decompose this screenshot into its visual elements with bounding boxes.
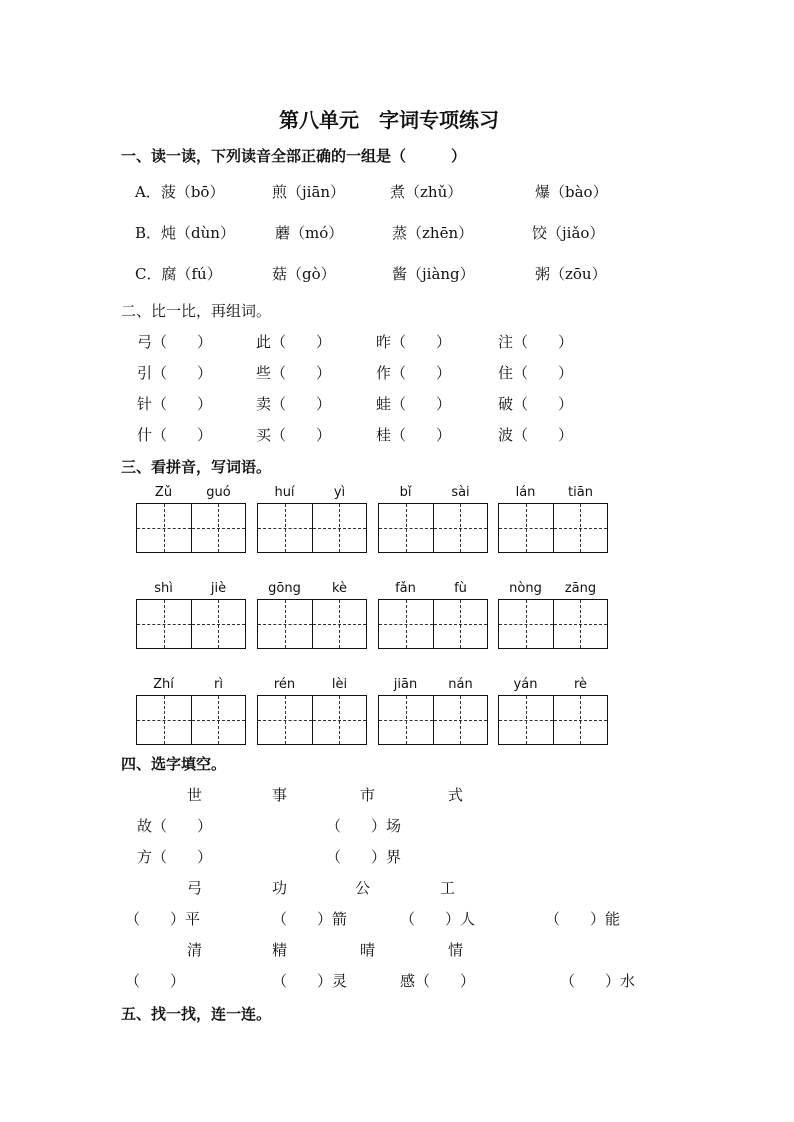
fill-blank: 感（ ） bbox=[400, 972, 476, 990]
fill-blank: （ ）能 bbox=[545, 910, 621, 928]
writing-grid[interactable] bbox=[257, 695, 367, 745]
choice-char: 精 bbox=[272, 941, 288, 959]
pinyin-label: yán bbox=[513, 677, 538, 692]
pinyin-label: rén bbox=[273, 677, 296, 692]
pinyin-label: bǐ bbox=[399, 485, 412, 500]
pinyin-label: guó bbox=[206, 485, 231, 500]
pinyin-label: nòng bbox=[509, 581, 542, 596]
pinyin-label: zāng bbox=[564, 581, 597, 596]
pinyin-label: kè bbox=[331, 581, 348, 596]
option-a-word-3: 煮（zhǔ） bbox=[390, 183, 463, 201]
fill-blank: （ ）箭 bbox=[272, 910, 348, 928]
compare-item: 买（ ） bbox=[256, 426, 332, 444]
option-c-word-1: C．腐（fú） bbox=[135, 265, 222, 283]
pinyin-label: yì bbox=[333, 485, 346, 500]
writing-grid[interactable] bbox=[378, 599, 488, 649]
compare-item: 针（ ） bbox=[137, 395, 213, 413]
fill-blank: （ ）平 bbox=[125, 910, 201, 928]
writing-grid[interactable] bbox=[498, 503, 608, 553]
option-c-word-3: 酱（jiàng） bbox=[392, 265, 475, 283]
option-b-word-4: 饺（jiǎo） bbox=[532, 224, 605, 242]
fill-blank: （ ）界 bbox=[326, 848, 402, 866]
writing-grid[interactable] bbox=[136, 695, 246, 745]
writing-grid[interactable] bbox=[498, 599, 608, 649]
writing-grid[interactable] bbox=[257, 599, 367, 649]
pinyin-label: gōng bbox=[268, 581, 301, 596]
option-a-word-2: 煎（jiān） bbox=[272, 183, 346, 201]
option-b-word-2: 蘑（mó） bbox=[275, 224, 344, 242]
pinyin-label: jiān bbox=[393, 677, 418, 692]
pinyin-label: lèi bbox=[331, 677, 348, 692]
pinyin-label: sài bbox=[451, 485, 470, 500]
choice-char: 功 bbox=[272, 879, 288, 897]
option-c-word-4: 粥（zōu） bbox=[535, 265, 607, 283]
pinyin-label: huí bbox=[274, 485, 295, 500]
compare-item: 些（ ） bbox=[256, 364, 332, 382]
pinyin-label: tiān bbox=[568, 485, 593, 500]
compare-item: 昨（ ） bbox=[376, 333, 452, 351]
pinyin-label: Zǔ bbox=[154, 485, 173, 500]
writing-grid[interactable] bbox=[136, 503, 246, 553]
fill-blank: （ ）灵 bbox=[272, 972, 348, 990]
writing-grid[interactable] bbox=[257, 503, 367, 553]
compare-item: 引（ ） bbox=[137, 364, 213, 382]
writing-grid[interactable] bbox=[378, 695, 488, 745]
pinyin-label: jiè bbox=[210, 581, 227, 596]
choice-char: 公 bbox=[355, 879, 371, 897]
compare-item: 住（ ） bbox=[498, 364, 574, 382]
compare-item: 注（ ） bbox=[498, 333, 574, 351]
fill-blank: （ ） bbox=[125, 972, 186, 990]
section-2-heading: 二、比一比，再组词。 bbox=[121, 302, 272, 320]
compare-item: 波（ ） bbox=[498, 426, 574, 444]
compare-item: 此（ ） bbox=[256, 333, 332, 351]
compare-item: 作（ ） bbox=[376, 364, 452, 382]
compare-item: 什（ ） bbox=[137, 426, 213, 444]
pinyin-label: fǎn bbox=[395, 581, 416, 596]
option-b-word-1: B．炖（dùn） bbox=[135, 224, 235, 242]
writing-grid[interactable] bbox=[378, 503, 488, 553]
section-4-heading: 四、选字填空。 bbox=[121, 755, 227, 773]
option-a-word-1: A．菠（bō） bbox=[135, 183, 225, 201]
fill-blank: 故（ ） bbox=[137, 817, 213, 835]
section-3-heading: 三、看拼音，写词语。 bbox=[121, 458, 272, 476]
compare-item: 破（ ） bbox=[498, 395, 574, 413]
pinyin-label: Zhí bbox=[153, 677, 174, 692]
pinyin-label: rè bbox=[573, 677, 588, 692]
choice-char: 式 bbox=[448, 786, 464, 804]
choice-char: 市 bbox=[360, 786, 376, 804]
compare-item: 弓（ ） bbox=[137, 333, 213, 351]
pinyin-label: shì bbox=[154, 581, 173, 596]
pinyin-label: nán bbox=[448, 677, 473, 692]
choice-char: 晴 bbox=[360, 941, 376, 959]
option-c-word-2: 菇（gò） bbox=[272, 265, 336, 283]
section-5-heading: 五、找一找，连一连。 bbox=[121, 1005, 272, 1023]
compare-item: 卖（ ） bbox=[256, 395, 332, 413]
option-a-word-4: 爆（bào） bbox=[535, 183, 608, 201]
writing-grid[interactable] bbox=[498, 695, 608, 745]
fill-blank: （ ）水 bbox=[560, 972, 636, 990]
section-1-heading: 一、读一读，下列读音全部正确的一组是（ ） bbox=[121, 147, 467, 165]
fill-blank: （ ）场 bbox=[326, 817, 402, 835]
pinyin-label: fù bbox=[454, 581, 467, 596]
choice-char: 弓 bbox=[187, 879, 203, 897]
fill-blank: 方（ ） bbox=[137, 848, 213, 866]
choice-char: 情 bbox=[448, 941, 464, 959]
choice-char: 清 bbox=[187, 941, 203, 959]
choice-char: 工 bbox=[440, 879, 456, 897]
compare-item: 桂（ ） bbox=[376, 426, 452, 444]
pinyin-label: lán bbox=[515, 485, 536, 500]
choice-char: 事 bbox=[272, 786, 288, 804]
writing-grid[interactable] bbox=[136, 599, 246, 649]
option-b-word-3: 蒸（zhēn） bbox=[392, 224, 474, 242]
pinyin-label: rì bbox=[214, 677, 223, 692]
choice-char: 世 bbox=[187, 786, 203, 804]
fill-blank: （ ）人 bbox=[400, 910, 476, 928]
compare-item: 蛙（ ） bbox=[376, 395, 452, 413]
page-title: 第八单元 字词专项练习 bbox=[279, 108, 499, 132]
